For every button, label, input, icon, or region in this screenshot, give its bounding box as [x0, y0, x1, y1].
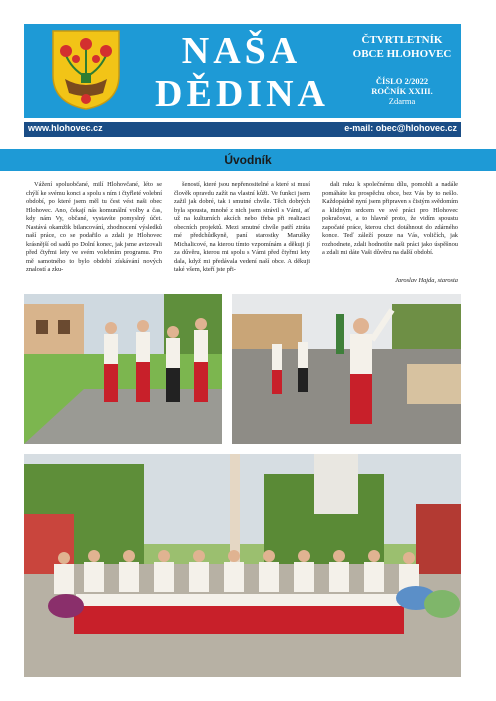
- photo-dancer-procession: [232, 294, 461, 444]
- author-signature: Jaroslav Hajda, starosta: [395, 277, 458, 284]
- newsletter-title-line1: NAŠA: [181, 30, 302, 72]
- article-column-2: šeností, které jsou nepřenositelné a které si musí člověk opravdu zažít na vlastní kůži. Ve funkci jsem zažil jak dobré, tak i smutné chvíle. Těch dobrých byla spousta, mnohé z nich jsem strávil s Vámi, ať už na kulturních akcích nebo třeba při realizaci obecních projektů. Mezi smutné chvíle patří ztráta mé předchůdkyně, paní starostky Marušky Michalicové, na kterou tímto vzpomínám a děkuji jí za důvěru, kterou mi spolu s Vámi před čtyřmi lety dala, když mi předávala vedení naší obce. A děkuji také všem, kteří jste při-: [174, 181, 310, 273]
- masthead: [24, 24, 461, 118]
- issue-number: ČÍSLO 2/2022: [375, 76, 429, 86]
- section-heading-band: [0, 149, 496, 171]
- price-label: Zdarma: [388, 96, 416, 106]
- volume-label: ROČNÍK XXIII.: [371, 86, 433, 96]
- photo-dancers-street-image: [24, 294, 222, 444]
- article-column-3: dali ruku k společnému dílu, pomohli a nadále pomáháte ku prospěchu obce, bez Vás by to nešlo. Každopádně nyní jsem připraven s čistým svědomím a klidným srdcem ve své práci pro Hlohovec pokračovat, a to hlavně proto, že vidím spoustu započaté práce, kterou chci dotáhnout do zdárného konce. Teď záleží pouze na Vás, voličích, jak rozhodnete, zdali hodnotíte naši práci jako úspěšnou a zdali mi dáte Vaši důvěru na další období.: [322, 181, 458, 256]
- newsletter-title-line2: DĚDINA: [155, 73, 329, 115]
- article-column-1: Vážení spoluobčané, milí Hlohovčané, léto se chýlí ke svému konci a spolu s ním i čtyřleté volební období, po které jsem měl tu čest vést naši obec Hlohovec. Ano, čekají nás komunální volby a čas, kdy nám Vy, občané, vystavíte pomyslný účet. Nastává okamžik bilancování, zhodnocení výsledků naší práce, co se podařilo a zdali je Hlohovec krásnější od sadů po Dolní konec, jak jsme avizovali před čtyřmi lety ve svém volebním programu. Pro mě samotného to bylo období získávání nových znalostí a zku-: [26, 181, 162, 273]
- publisher-label: OBCE HLOHOVEC: [352, 48, 452, 60]
- municipal-coat-of-arms-icon: [51, 29, 121, 111]
- section-title: Úvodník: [224, 153, 272, 167]
- photo-folk-group: [24, 454, 461, 677]
- photo-dancer-procession-image: [232, 294, 461, 444]
- periodicity-label: ČTVRTLETNÍK: [361, 34, 443, 46]
- photo-folk-group-image: [24, 454, 461, 677]
- website-link[interactable]: www.hlohovec.cz: [28, 123, 103, 133]
- email-link[interactable]: e-mail: obec@hlohovec.cz: [344, 123, 457, 133]
- photo-dancers-street: [24, 294, 222, 444]
- contact-bar: [24, 122, 461, 137]
